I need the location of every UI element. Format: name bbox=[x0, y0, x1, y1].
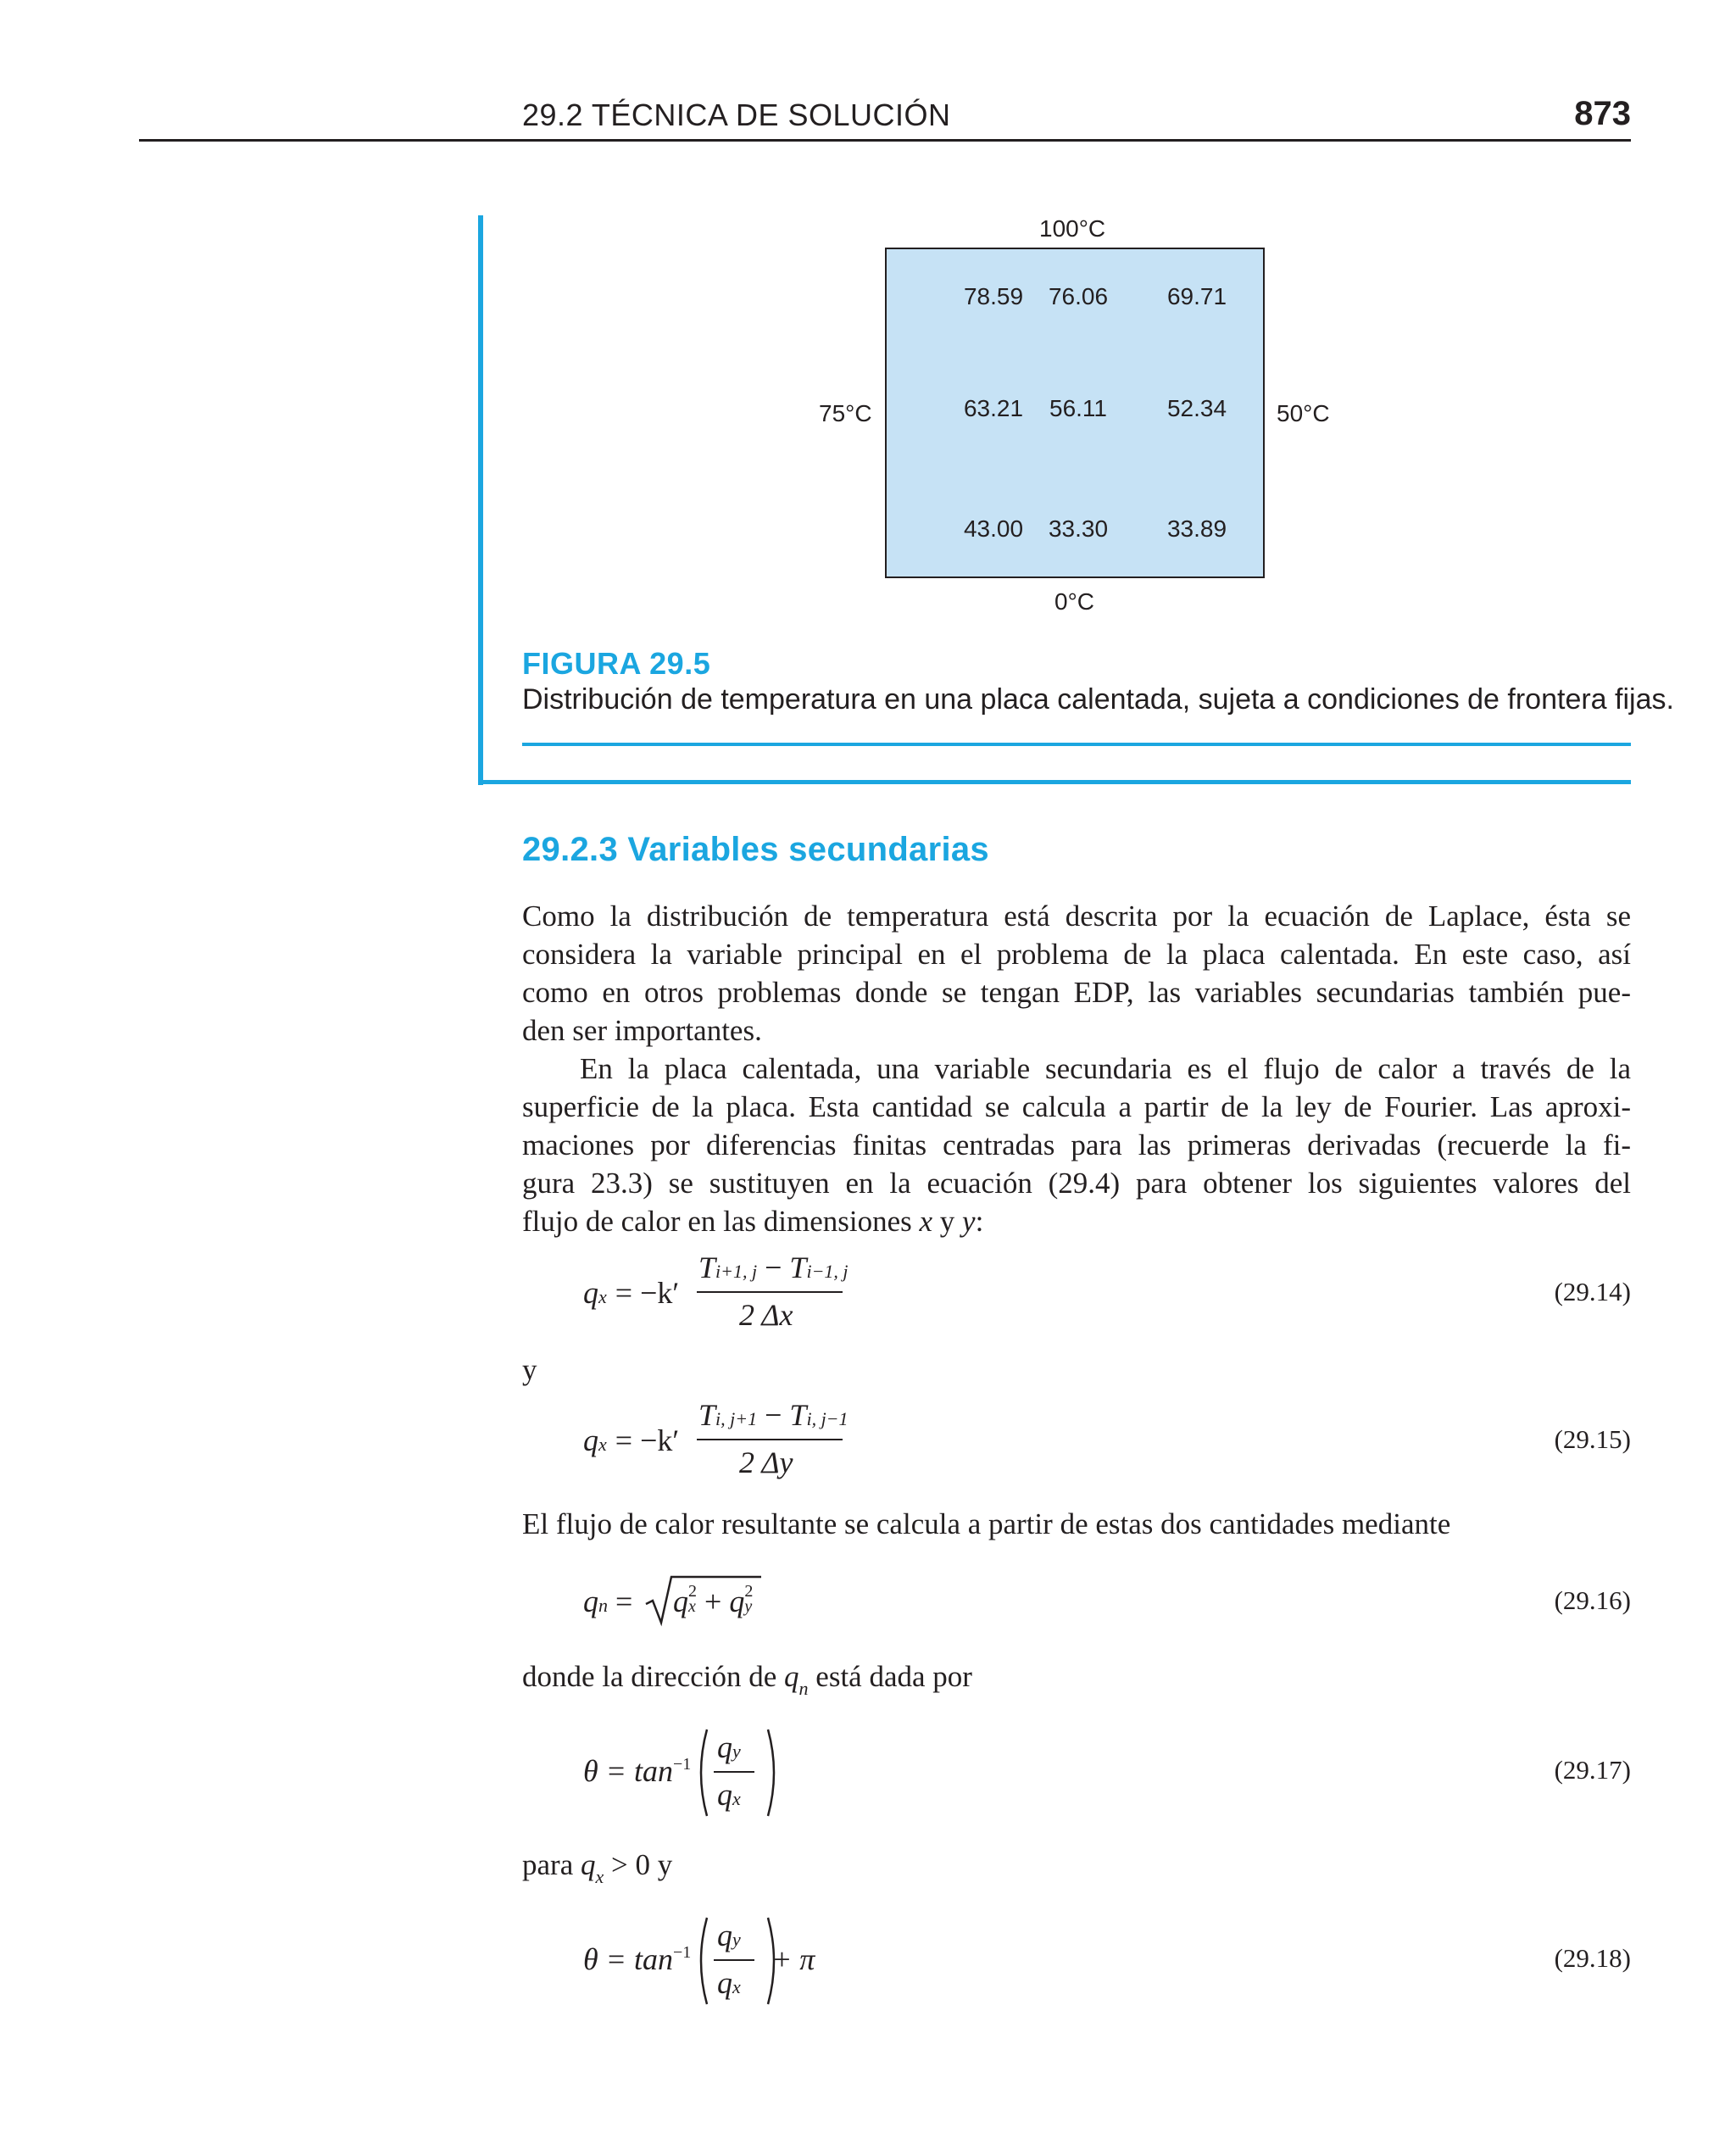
eq-lhs bbox=[583, 1941, 691, 1977]
grid-cell: 33.30 bbox=[1048, 515, 1109, 542]
math-sub: x bbox=[732, 1788, 741, 1809]
math-var: q bbox=[583, 1276, 598, 1310]
equation-number: (29.17) bbox=[1554, 1755, 1631, 1785]
text-line: Como la distribución de temperatura está descrita por la ecuación de Laplace, ésta se bbox=[522, 900, 1631, 933]
math-var: q bbox=[717, 1730, 732, 1764]
math-op: = −k′ bbox=[615, 1276, 680, 1310]
math-sub: i, j+1 bbox=[715, 1408, 758, 1429]
resultant-sentence: El flujo de calor resultante se calcula a partir de estas dos cantidades mediante bbox=[522, 1507, 1451, 1540]
page-number: 873 bbox=[1574, 95, 1631, 132]
math-sub: n bbox=[598, 1595, 608, 1616]
eq-denominator: 2 Δx bbox=[739, 1298, 793, 1332]
text-run: está dada por bbox=[808, 1660, 972, 1693]
math-sub: y bbox=[732, 1929, 741, 1950]
paragraph-1 bbox=[522, 897, 1631, 1050]
math-sub: x bbox=[595, 1866, 604, 1887]
math-sub: i−1, j bbox=[806, 1261, 849, 1282]
running-header bbox=[139, 95, 1631, 142]
figure-caption: Distribución de temperatura en una placa calentada, sujeta a condiciones de frontera fijas. bbox=[522, 683, 1674, 716]
math-sub: i, j−1 bbox=[806, 1408, 849, 1429]
boundary-top-label: 100°C bbox=[1039, 215, 1106, 242]
text-line: gura 23.3) se sustituyen en la ecuación (29.4) para obtener los siguientes valores del bbox=[522, 1167, 1631, 1200]
grid-cell: 33.89 bbox=[1166, 515, 1227, 542]
text-line bbox=[522, 1202, 1631, 1240]
grid-cell: 63.21 bbox=[963, 395, 1024, 421]
fraction-bar bbox=[714, 1959, 754, 1961]
eq-numerator bbox=[698, 1397, 849, 1433]
eq-numerator bbox=[698, 1250, 849, 1285]
math-sub: y bbox=[732, 1741, 741, 1762]
figure-bottom-rule bbox=[478, 780, 1631, 784]
text-line: como en otros problemas donde se tengan EDP, las variables secundarias también pue- bbox=[522, 976, 1631, 1009]
math-var: T bbox=[698, 1398, 716, 1432]
section-heading: 29.2.3 Variables secundarias bbox=[522, 831, 989, 868]
text-run: flujo de calor en las dimensiones bbox=[522, 1205, 920, 1238]
eq-lhs bbox=[583, 1275, 679, 1311]
math-sup: −1 bbox=[672, 1943, 692, 1962]
eq-numerator bbox=[717, 1918, 741, 1953]
eq-denominator bbox=[717, 1965, 741, 2001]
figure-label: FIGURA 29.5 bbox=[522, 646, 711, 681]
eq-denominator bbox=[717, 1777, 741, 1813]
heated-plate bbox=[885, 248, 1265, 578]
connector-word: y bbox=[522, 1353, 537, 1386]
math-var: q bbox=[580, 1848, 596, 1881]
math-op: = bbox=[608, 1585, 633, 1618]
grid-cell: 56.11 bbox=[1049, 395, 1107, 421]
math-op: + bbox=[697, 1585, 730, 1618]
text-run: : bbox=[975, 1205, 984, 1238]
math-var: q bbox=[583, 1585, 598, 1618]
eq-lhs bbox=[583, 1423, 679, 1458]
equation-number: (29.18) bbox=[1554, 1943, 1631, 1973]
figure-left-rule bbox=[478, 215, 483, 785]
condition-sentence bbox=[522, 1848, 673, 1887]
caption-rule bbox=[522, 743, 1631, 746]
text-run: y bbox=[932, 1205, 963, 1238]
grid-cell: 43.00 bbox=[963, 515, 1024, 542]
math-op: = −k′ bbox=[615, 1423, 680, 1457]
math-text: θ = tan bbox=[583, 1754, 673, 1788]
math-sub: i+1, j bbox=[715, 1261, 758, 1282]
math-sup: −1 bbox=[672, 1755, 692, 1774]
grid-cell: 52.34 bbox=[1166, 395, 1227, 421]
eq-lhs bbox=[583, 1753, 691, 1789]
math-sub: x bbox=[732, 1976, 741, 1997]
equation-number: (29.14) bbox=[1554, 1277, 1631, 1306]
text-run: donde la dirección de bbox=[522, 1660, 785, 1693]
math-op: − bbox=[757, 1250, 790, 1284]
eq-radicand bbox=[673, 1584, 753, 1619]
text-line: superficie de la placa. Esta cantidad se calcula a partir de la ley de Fourier. Las aproxi- bbox=[522, 1090, 1631, 1123]
text-line: considera la variable principal en el problema de la placa calentada. En este caso, así bbox=[522, 938, 1631, 971]
math-var: T bbox=[789, 1398, 807, 1432]
eq-numerator bbox=[717, 1729, 741, 1765]
boundary-left-label: 75°C bbox=[819, 400, 872, 426]
fraction-bar bbox=[697, 1291, 843, 1293]
fraction-bar bbox=[697, 1439, 843, 1440]
boundary-right-label: 50°C bbox=[1277, 400, 1330, 426]
header-section-title: 29.2 TÉCNICA DE SOLUCIÓN bbox=[522, 97, 951, 132]
math-var: q bbox=[583, 1423, 598, 1457]
math-var: y bbox=[962, 1205, 976, 1238]
math-var: T bbox=[698, 1250, 716, 1284]
math-sup: 2 bbox=[688, 1582, 697, 1601]
math-var: T bbox=[789, 1250, 807, 1284]
math-sub: x bbox=[688, 1597, 696, 1616]
fraction-bar bbox=[714, 1771, 754, 1773]
math-sub: x bbox=[598, 1286, 607, 1307]
paragraph-2 bbox=[522, 1050, 1631, 1240]
text-run: > 0 y bbox=[604, 1848, 673, 1881]
equation-number: (29.16) bbox=[1554, 1585, 1631, 1615]
math-sub: x bbox=[598, 1434, 607, 1455]
grid-cell: 69.71 bbox=[1166, 283, 1227, 309]
boundary-bottom-label: 0°C bbox=[1054, 588, 1094, 615]
eq-tail: + π bbox=[771, 1942, 815, 1976]
text-line: den ser importantes. bbox=[522, 1014, 762, 1047]
grid-cell: 76.06 bbox=[1048, 283, 1109, 309]
text-run: para bbox=[522, 1848, 581, 1881]
math-var: x bbox=[919, 1205, 933, 1238]
math-var: q bbox=[784, 1660, 799, 1693]
equation-number: (29.15) bbox=[1554, 1424, 1631, 1454]
math-var: q bbox=[717, 1919, 732, 1952]
math-text: θ = tan bbox=[583, 1942, 673, 1976]
math-var: q bbox=[717, 1966, 732, 2000]
direction-sentence bbox=[522, 1660, 972, 1699]
text-line: maciones por diferencias finitas centradas para las primeras derivadas (recuerde la fi- bbox=[522, 1128, 1631, 1161]
math-op: − bbox=[757, 1398, 790, 1432]
eq-lhs bbox=[583, 1584, 632, 1619]
text-line: En la placa calentada, una variable secundaria es el flujo de calor a través de la bbox=[580, 1052, 1631, 1085]
grid-cell: 78.59 bbox=[963, 283, 1024, 309]
math-var: q bbox=[717, 1778, 732, 1812]
math-var: q bbox=[729, 1585, 745, 1618]
math-sub: y bbox=[744, 1597, 753, 1616]
math-sup: 2 bbox=[744, 1582, 754, 1601]
eq-denominator: 2 Δy bbox=[739, 1445, 793, 1479]
math-sub: n bbox=[798, 1678, 809, 1699]
math-var: q bbox=[673, 1585, 688, 1618]
